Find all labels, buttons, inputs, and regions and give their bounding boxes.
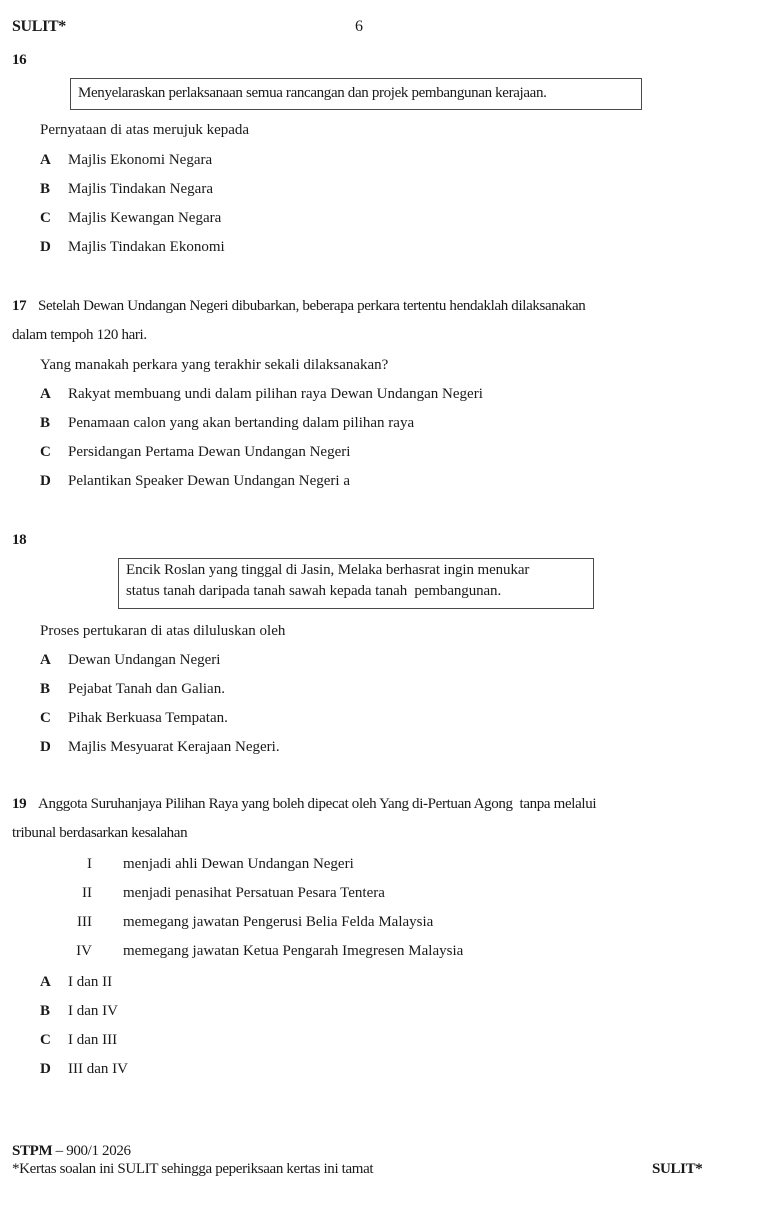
- option-text: Majlis Mesyuarat Kerajaan Negeri.: [68, 739, 280, 755]
- option-text: Dewan Undangan Negeri: [68, 652, 221, 668]
- option-letter: C: [40, 210, 51, 226]
- option-text: I dan IV: [68, 1003, 118, 1019]
- option-letter: C: [40, 444, 51, 460]
- option-letter: A: [40, 386, 51, 402]
- option-text: Majlis Kewangan Negara: [68, 210, 222, 226]
- option-text: Majlis Tindakan Negara: [68, 181, 213, 197]
- footer-classification: SULIT*: [652, 1161, 703, 1177]
- option-letter: D: [40, 1061, 51, 1077]
- question-17-intro-line1: Setelah Dewan Undangan Negeri dibubarkan, beberapa perkara tertentu hendaklah dilaksanakan: [38, 298, 586, 314]
- question-17-number: 17: [12, 298, 27, 314]
- option-letter: D: [40, 473, 51, 489]
- header-classification: SULIT*: [12, 18, 66, 35]
- option-letter: B: [40, 681, 51, 697]
- option-letter: C: [40, 710, 51, 726]
- statement-numeral: IV: [76, 943, 92, 959]
- option-text: Rakyat membuang undi dalam pilihan raya Dewan Undangan Negeri: [68, 386, 483, 402]
- option-letter: A: [40, 652, 51, 668]
- option-text: Pelantikan Speaker Dewan Undangan Negeri a: [68, 473, 350, 489]
- option-text: I dan III: [68, 1032, 118, 1048]
- option-letter: D: [40, 239, 51, 255]
- option-text: Pejabat Tanah dan Galian.: [68, 681, 225, 697]
- option-letter: B: [40, 1003, 51, 1019]
- statement-numeral: II: [82, 885, 92, 901]
- question-18-stem: Proses pertukaran di atas diluluskan oleh: [40, 623, 286, 639]
- question-18-stimulus-box: [118, 558, 594, 609]
- question-17-intro-line2: dalam tempoh 120 hari.: [12, 327, 147, 343]
- option-letter: A: [40, 974, 51, 990]
- question-19-intro-line2: tribunal berdasarkan kesalahan: [12, 825, 188, 841]
- option-letter: B: [40, 415, 51, 431]
- statement-text: memegang jawatan Ketua Pengarah Imegresen Malaysia: [123, 943, 464, 959]
- question-16-number: 16: [12, 52, 27, 68]
- question-18-number: 18: [12, 532, 27, 548]
- statement-text: menjadi ahli Dewan Undangan Negeri: [123, 856, 354, 872]
- option-text: Majlis Ekonomi Negara: [68, 152, 213, 168]
- option-text: Persidangan Pertama Dewan Undangan Negeri: [68, 444, 351, 460]
- option-text: Majlis Tindakan Ekonomi: [68, 239, 225, 255]
- option-letter: A: [40, 152, 51, 168]
- option-letter: D: [40, 739, 51, 755]
- footer-notice: *Kertas soalan ini SULIT sehingga peperiksaan kertas ini tamat: [12, 1161, 374, 1177]
- footer-code-bold: STPM: [12, 1143, 53, 1159]
- page-number: 6: [355, 18, 363, 35]
- footer-paper-code: [12, 1143, 131, 1160]
- statement-numeral: III: [77, 914, 92, 930]
- question-18-stimulus-line2: status tanah daripada tanah sawah kepada tanah pembangunan.: [126, 583, 502, 599]
- question-17-stem: Yang manakah perkara yang terakhir sekali dilaksanakan?: [40, 357, 389, 373]
- question-16-stimulus-text: Menyelaraskan perlaksanaan semua rancangan dan projek pembangunan kerajaan.: [78, 85, 547, 101]
- question-19-number: 19: [12, 796, 27, 812]
- question-18-stimulus-line1: Encik Roslan yang tinggal di Jasin, Melaka berhasrat ingin menukar: [126, 562, 530, 578]
- option-text: Pihak Berkuasa Tempatan.: [68, 710, 228, 726]
- question-16-stem: Pernyataan di atas merujuk kepada: [40, 122, 250, 138]
- footer-code-rest: – 900/1 2026: [52, 1143, 131, 1159]
- statement-numeral: I: [87, 856, 92, 872]
- option-text: I dan II: [68, 974, 113, 990]
- question-16-stimulus-box: [70, 78, 642, 110]
- statement-text: memegang jawatan Pengerusi Belia Felda Malaysia: [123, 914, 434, 930]
- option-letter: B: [40, 181, 51, 197]
- option-text: III dan IV: [68, 1061, 128, 1077]
- question-19-intro-line1: Anggota Suruhanjaya Pilihan Raya yang boleh dipecat oleh Yang di-Pertuan Agong tanpa melalui: [38, 796, 597, 812]
- statement-text: menjadi penasihat Persatuan Pesara Tentera: [123, 885, 385, 901]
- option-letter: C: [40, 1032, 51, 1048]
- option-text: Penamaan calon yang akan bertanding dalam pilihan raya: [68, 415, 415, 431]
